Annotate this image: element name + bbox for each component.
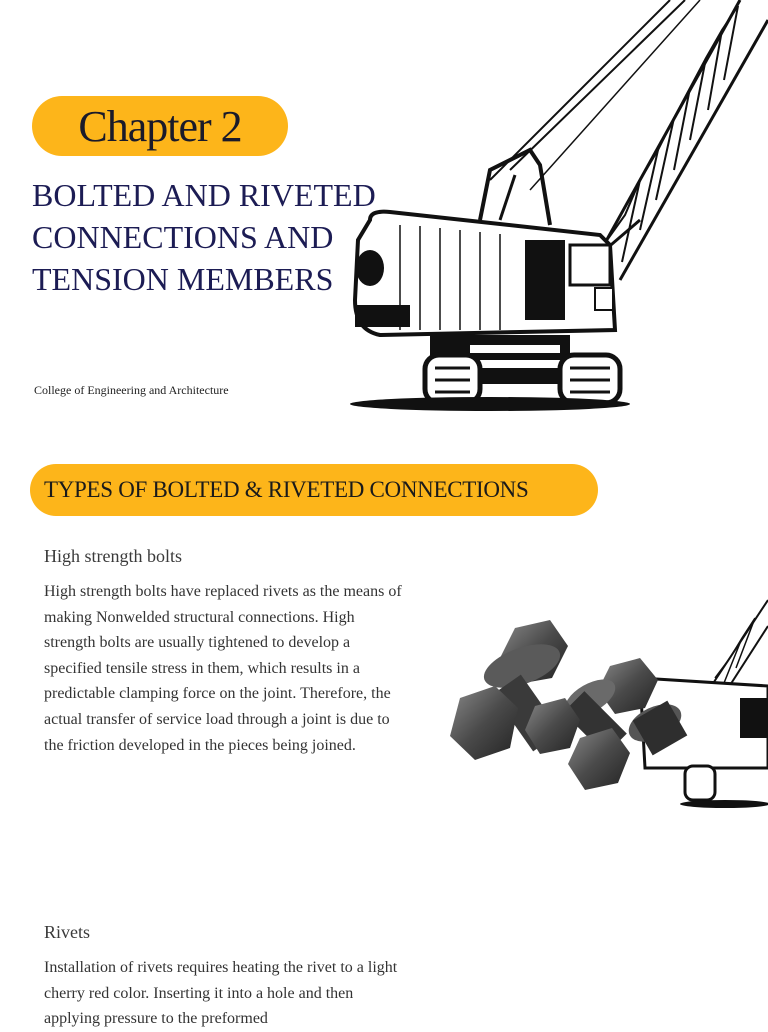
chapter-badge [32,96,288,156]
high-strength-bolts-heading: High strength bolts [44,546,182,566]
chapter-label: Chapter 2 [78,101,242,151]
page-title [32,174,452,300]
section-heading: TYPES OF BOLTED & RIVETED CONNECTIONS [44,477,529,502]
section-heading-badge [30,464,598,516]
college-name: College of Engineering and Architecture [34,383,229,397]
title-line-3: TENSION MEMBERS [32,261,334,297]
rivets-paragraph: Installation of rivets requires heating the rivet to a light cherry red color. Inserting it into a hole and then applying pressure to the preformed [44,959,398,1028]
rivets-heading: Rivets [44,922,91,942]
high-strength-bolts-paragraph: High strength bolts have replaced rivets as the means of making Nonwelded structural connections. High strength bolts are usually tightened to develop a specified tensile stress in them, which results in a predictable clamping force on the joint. Therefore, the actual transfer of service load through a joint is due to the friction developed in the pieces being joined. [44,583,402,754]
bolts-photo [440,598,768,810]
title-line-2: CONNECTIONS AND [32,219,334,255]
title-line-1: BOLTED AND RIVETED [32,177,376,213]
